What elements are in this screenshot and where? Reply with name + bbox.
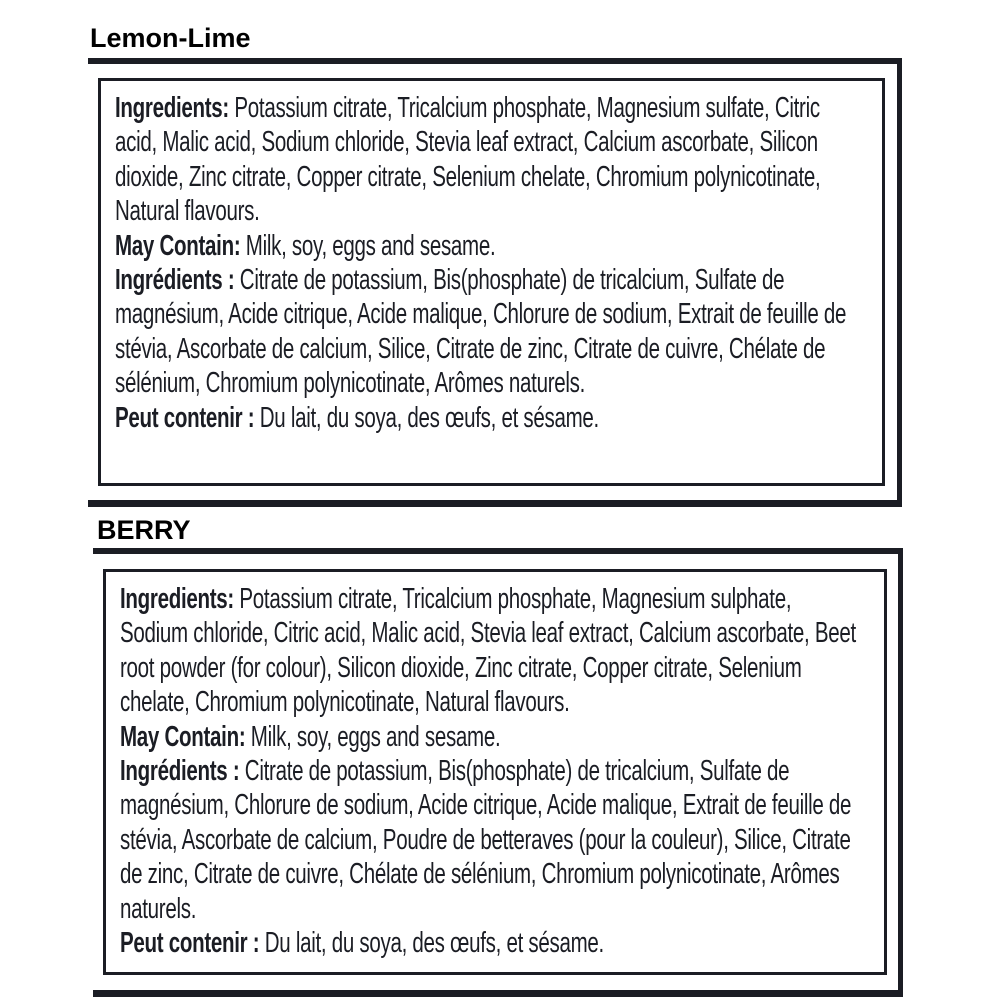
ingredients-en-value: Potassium citrate, Tricalcium phosphate, Magnesium sulphate, Sodium chloride, Citric acid, Malic acid, Stevia leaf extract, Calcium ascorbate, Beet root powder (for colour), Silicon dioxide, Zinc citrate, Copper citrate, Selenium chelate, Chromium polynicotinate, Natural flavours. — [120, 583, 856, 719]
peut-contenir — [115, 401, 857, 435]
ingredients-box-lemon-lime — [98, 78, 885, 486]
may-contain — [120, 720, 862, 754]
peut-contenir-label: Peut contenir : — [120, 927, 260, 960]
ingredients-en-value: Potassium citrate, Tricalcium phosphate, Magnesium sulfate, Citric acid, Malic acid, Sodium chloride, Stevia leaf extract, Calcium ascorbate, Silicon dioxide, Zinc citrate, Copper citrate, Selenium chelate, Chromium polynicotinate, Natural flavours. — [115, 92, 821, 228]
ingredients-text-lemon-lime — [115, 91, 857, 435]
may-contain-label: May Contain: — [120, 720, 246, 753]
ingredients-en-label: Ingredients: — [115, 92, 229, 124]
may-contain-value: Milk, soy, eggs and sesame. — [240, 229, 496, 262]
may-contain — [115, 229, 857, 263]
peut-contenir-value: Du lait, du soya, des œufs, et sésame. — [254, 401, 599, 434]
ingredients-fr — [115, 263, 857, 401]
ingredients-en — [115, 91, 857, 229]
ingredients-en — [120, 582, 862, 720]
panel-title-lemon-lime: Lemon-Lime — [90, 23, 251, 53]
ingredients-fr-label: Ingrédients : — [120, 755, 240, 788]
ingredients-box-berry — [103, 569, 887, 975]
ingredients-fr-value: Citrate de potassium, Bis(phosphate) de tricalcium, Sulfate de magnésium, Chlorure de sodium, Acide citrique, Acide malique, Extrait de feuille de stévia, Ascorbate de calcium, Poudre de betteraves (pour la couleur), Silice, Citrate de zinc, Citrate de cuivre, Chélate de sélénium, Chromium polynicotinate, Arômes naturels. — [120, 755, 852, 925]
may-contain-label: May Contain: — [115, 229, 241, 262]
ingredients-fr — [120, 754, 862, 926]
ingredients-en-label: Ingredients: — [120, 583, 234, 615]
ingredients-text-berry — [120, 582, 862, 960]
peut-contenir — [120, 926, 862, 960]
ingredients-fr-label: Ingrédients : — [115, 264, 235, 297]
panel-title-berry: BERRY — [97, 515, 191, 545]
peut-contenir-label: Peut contenir : — [115, 401, 255, 434]
may-contain-value: Milk, soy, eggs and sesame. — [245, 720, 501, 753]
ingredients-fr-value: Citrate de potassium, Bis(phosphate) de tricalcium, Sulfate de magnésium, Acide citrique, Acide malique, Chlorure de sodium, Extrait de feuille de stévia, Ascorbate de calcium, Silice, Citrate de zinc, Citrate de cuivre, Chélate de sélénium, Chromium polynicotinate, Arômes naturels. — [115, 264, 847, 400]
peut-contenir-value: Du lait, du soya, des œufs, et sésame. — [259, 927, 604, 960]
